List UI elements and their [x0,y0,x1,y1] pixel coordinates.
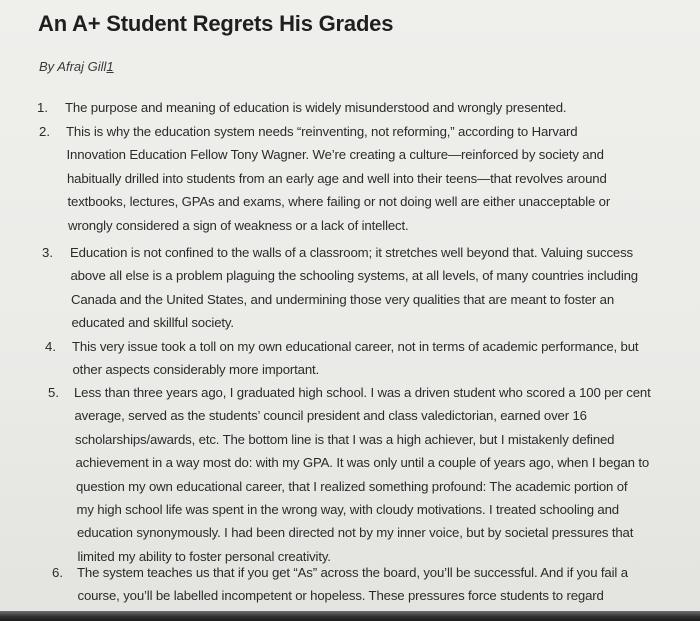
paragraph-line: textbooks, lectures, GPAs and exams, where failing or not doing well are either unacceptable or [67,194,611,210]
paragraph-line: wrongly considered a sign of weakness or a lack of intellect. [68,217,409,233]
paragraph-line: The purpose and meaning of education is widely misunderstood and wrongly presented. [65,100,567,115]
paragraph-number: 5. [48,385,59,400]
paragraph-line: Canada and the United States, and undermining those very qualities that are meant to foster an [71,291,615,307]
paragraph-line: other aspects considerably more important. [72,362,320,378]
paragraph-line: This very issue took a toll on my own educational career, not in terms of academic performance, but [72,339,639,354]
paragraph-line: my high school life was spent in the wrong way, with cloudy motivations. I treated schooling and [76,502,619,517]
paragraph-line: course, you’ll be labelled incompetent or hopeless. These pressures force students to regard [77,588,604,604]
byline-author: By Afraj Gill [39,59,107,74]
paragraph-line: achievement in a way most do: with my GPA. It was only until a couple of years ago, when I began to [75,455,650,471]
footnote-link[interactable]: 1 [106,59,114,74]
paragraph-line: question my own educational career, that I realized something profound: The academic portion of [76,478,628,494]
paragraph-number: 6. [52,565,63,580]
paragraph-number: 1. [37,100,48,115]
paragraph-line: limited my ability to foster personal creativity. [77,548,331,564]
paragraph-line: scholarships/awards, etc. The bottom line is that I was a high achiever, but I mistakenly defined [75,431,615,447]
paragraph-line: educated and skillful society. [71,315,234,331]
paragraph-line: Less than three years ago, I graduated high school. I was a driven student who scored a 100 per cent [74,385,651,400]
paragraph-line: education synonymously. I had been directed not by my inner voice, but by societal pressures that [77,525,634,541]
screen-bottom-edge [0,611,700,621]
article-title: An A+ Student Regrets His Grades [38,11,394,36]
paragraph-line: This is why the education system needs “reinventing, not reforming,” according to Harvard [66,124,578,139]
paragraph-line: The system teaches us that if you get “As” across the board, you’ll be successful. And if you fail a [77,565,628,580]
paragraph-line: average, served as the students’ council president and class valedictorian, earned over 16 [74,408,587,424]
paragraph-number: 3. [42,245,53,260]
paragraph-line: above all else is a problem plaguing the schooling systems, at all levels, of many countries including [70,268,638,284]
paragraph-number: 4. [45,339,56,354]
paragraph-line: Education is not confined to the walls of a classroom; it stretches well beyond that. Valuing success [70,245,633,260]
paragraph-line: Innovation Education Fellow Tony Wagner. We’re creating a culture—reinforced by society and [66,147,604,163]
paragraph-line: habitually drilled into students from an early age and well into their teens—that revolves around [67,170,607,186]
paragraph-number: 2. [39,124,50,139]
